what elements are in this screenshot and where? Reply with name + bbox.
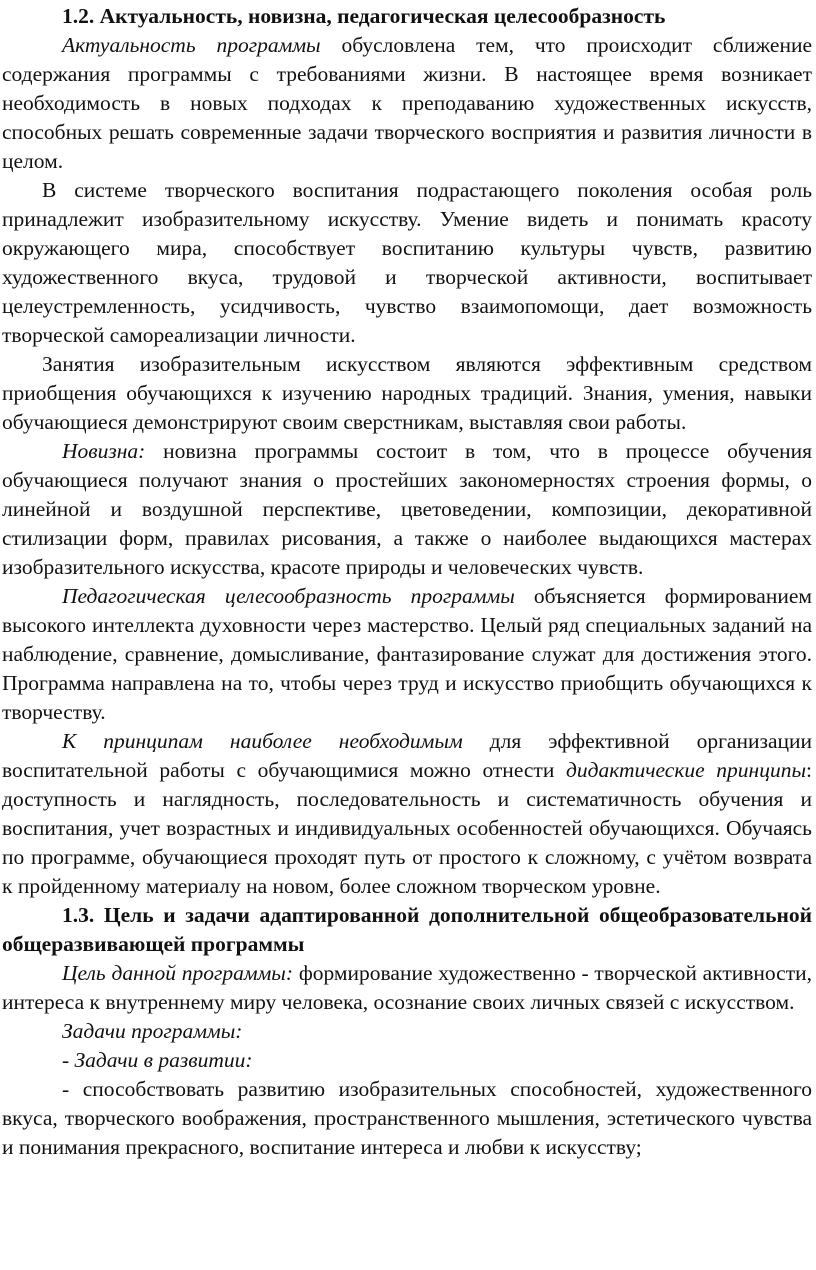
paragraph-pedagogical — [2, 582, 812, 727]
paragraph-relevance — [2, 31, 812, 176]
term-novelty: Новизна: — [62, 439, 146, 463]
term-pedagogical: Педагогическая целесообразность программы — [62, 584, 515, 608]
text-novelty: новизна программы состоит в том, что в процессе обучения обучающиеся получают знания о простейших закономерностях строения формы, о линейной и воздушной перспективе, цветоведении, композиции, декоративной стилизации форм, правилах рисования, а также о наиболее выдающихся мастерах изобразительного искусства, красоте природы и человеческих чувств. — [2, 439, 812, 579]
paragraph-art-education: В системе творческого воспитания подрастающего поколения особая роль принадлежит изобразительному искусству. Умение видеть и понимать красоту окружающего мира, способствует воспитанию культуры чувств, развитию художественного вкуса, трудовой и творческой активности, воспитывает целеустремленность, усидчивость, чувство взаимопомощи, дает возможность творческой самореализации личности. — [2, 178, 812, 347]
list-item-dev-task: - способствовать развитию изобразительных способностей, художественного вкуса, творческого воображения, пространственного мышления, эстетического чувства и понимания прекрасного, воспитание интереса и любви к искусству; — [2, 1077, 812, 1159]
term-didactic: дидактические принципы — [565, 758, 807, 782]
paragraph-principles — [2, 727, 812, 901]
section-heading-1-3: 1.3. Цель и задачи адаптированной дополнительной общеобразовательной общеразвивающей программы — [2, 903, 812, 956]
term-principles: К принципам наиболее необходимым — [62, 729, 463, 753]
paragraph-novelty — [2, 437, 812, 582]
paragraph-goal — [2, 959, 812, 1017]
term-relevance: Актуальность программы — [62, 33, 321, 57]
text-pedagogical: объясняется формированием высокого интеллекта духовности через мастерство. Целый ряд специальных заданий на наблюдение, сравнение, домысливание, фантазирование служат для достижения этого. Программа направлена на то, чтобы через труд и искусство приобщить обучающихся к творчеству. — [2, 584, 812, 724]
term-goal: Цель данной программы: — [62, 961, 294, 985]
text-relevance: обусловлена тем, что происходит сближение содержания программы с требованиями жизни. В настоящее время возникает необходимость в новых подходах к преподаванию художественных искусств, способных решать современные задачи творческого восприятия и развития личности в целом. — [2, 33, 812, 173]
paragraph-folk-traditions: Занятия изобразительным искусством являются эффективным средством приобщения обучающихся к изучению народных традиций. Знания, умения, навыки обучающиеся демонстрируют своим сверстникам, выставляя свои работы. — [2, 352, 812, 434]
tasks-label — [2, 1017, 812, 1046]
dev-tasks-label — [2, 1046, 812, 1075]
section-heading-1-2: 1.2. Актуальность, новизна, педагогическая целесообразность — [62, 4, 666, 28]
text-principles-2: : доступность и наглядность, последовательность и систематичность обучения и воспитания, учет возрастных и индивидуальных особенностей обучающихся. Обучаясь по программе, обучающиеся проходят путь от простого к сложному, с учётом возврата к пройденному материалу на новом, более сложном творческом уровне. — [2, 758, 812, 898]
dev-tasks-label-text: - Задачи в развитии: — [62, 1048, 253, 1072]
tasks-label-text: Задачи программы: — [62, 1019, 243, 1043]
text-principles-1: для эффективной организации воспитательной работы с обучающимися можно отнести — [2, 729, 813, 782]
text-goal: формирование художественно - творческой активности, интереса к внутреннему миру человека, осознание своих личных связей с искусством. — [2, 961, 812, 1014]
